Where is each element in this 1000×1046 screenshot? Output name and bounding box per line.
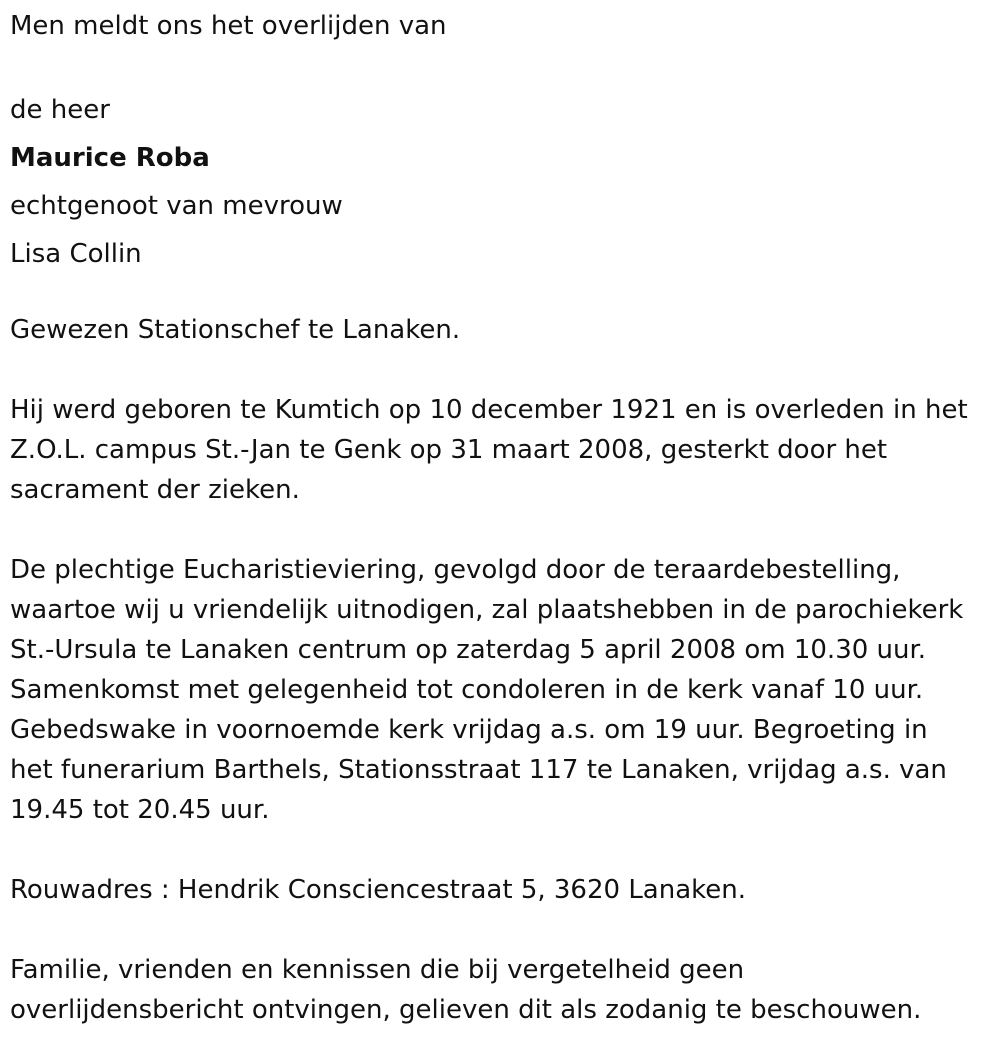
mourning-address: Rouwadres : Hendrik Consciencestraat 5, 3620 Lanaken.: [10, 875, 747, 905]
paragraph-line: het funerarium Barthels, Stationsstraat 117 te Lanaken, vrijdag a.s. van: [10, 755, 947, 785]
closing-paragraph: [10, 950, 921, 1030]
paragraph-line: Hij werd geboren te Kumtich op 10 december 1921 en is overleden in het: [10, 395, 968, 425]
paragraph-line: Z.O.L. campus St.-Jan te Genk op 31 maart 2008, gesterkt door het: [10, 435, 888, 465]
paragraph-line: sacrament der zieken.: [10, 475, 300, 505]
deceased-name: Maurice Roba: [10, 143, 210, 173]
intro-section: [10, 6, 447, 46]
paragraph-line: waartoe wij u vriendelijk uitnodigen, zal plaatshebben in de parochiekerk: [10, 595, 964, 625]
service-paragraph: [10, 550, 963, 830]
paragraph-line: Familie, vrienden en kennissen die bij vergetelheid geen: [10, 955, 745, 985]
address-section: [10, 870, 746, 910]
spouse-name: Lisa Collin: [10, 239, 142, 269]
occupation-text: Gewezen Stationschef te Lanaken.: [10, 315, 461, 345]
relation-text: echtgenoot van mevrouw: [10, 191, 343, 221]
deceased-section: [10, 86, 343, 278]
paragraph-line: overlijdensbericht ontvingen, gelieven dit als zodanig te beschouwen.: [10, 995, 922, 1025]
paragraph-line: St.-Ursula te Lanaken centrum op zaterdag 5 april 2008 om 10.30 uur.: [10, 635, 927, 665]
birth-death-paragraph: [10, 390, 968, 510]
honorific: de heer: [10, 95, 110, 125]
paragraph-line: De plechtige Eucharistieviering, gevolgd door de teraardebestelling,: [10, 555, 901, 585]
paragraph-line: Samenkomst met gelegenheid tot condoleren in de kerk vanaf 10 uur.: [10, 675, 924, 705]
intro-text: Men meldt ons het overlijden van: [10, 11, 447, 41]
paragraph-line: 19.45 tot 20.45 uur.: [10, 795, 270, 825]
occupation-section: [10, 310, 460, 350]
paragraph-line: Gebedswake in voornoemde kerk vrijdag a.s. om 19 uur. Begroeting in: [10, 715, 928, 745]
